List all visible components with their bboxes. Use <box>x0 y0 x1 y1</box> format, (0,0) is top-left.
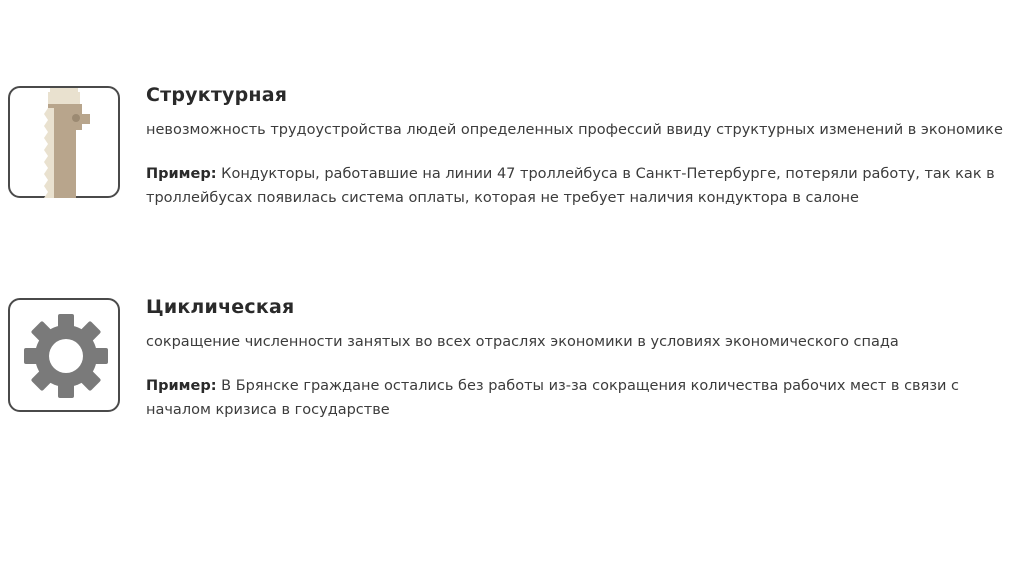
section-description: невозможность трудоустройства людей определенных профессий ввиду структурных изменений в экономике <box>146 122 1003 138</box>
section-example <box>146 162 1006 210</box>
gear-icon <box>10 300 122 412</box>
example-text: В Брянске граждане остались без работы из-за сокращения количества рабочих мест в связи с началом кризиса в государстве <box>146 378 960 418</box>
cyclical-icon-frame <box>8 298 120 412</box>
example-label: Пример: <box>146 166 217 182</box>
section-description: сокращение численности занятых во всех отраслях экономики в условиях экономического спада <box>146 334 899 350</box>
example-label: Пример: <box>146 378 217 394</box>
pipe-wrench-icon <box>10 88 122 200</box>
structural-icon-frame <box>8 86 120 198</box>
section-example <box>146 374 1006 422</box>
section-title: Циклическая <box>146 296 295 318</box>
section-title: Структурная <box>146 84 288 106</box>
example-text: Кондукторы, работавшие на линии 47 троллейбуса в Санкт-Петербурге, потеряли работу, так как в троллейбусах появилась система оплаты, которая не требует наличия кондуктора в салоне <box>146 166 995 206</box>
